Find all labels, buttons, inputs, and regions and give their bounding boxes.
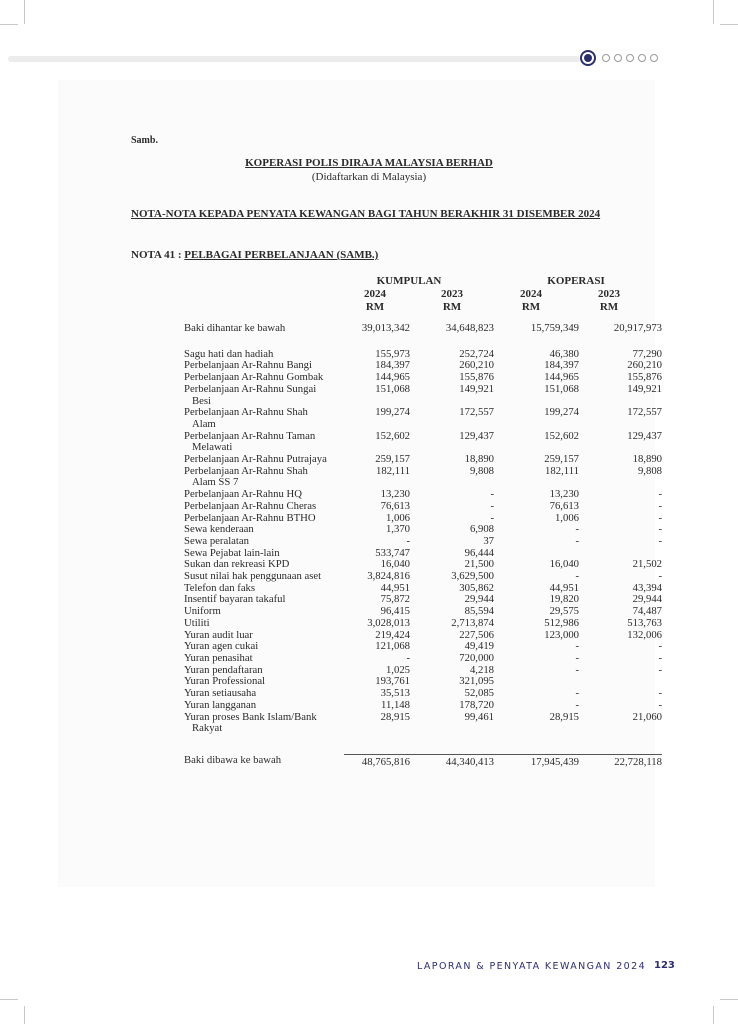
row-label-text: Yuran pendaftaran — [184, 663, 263, 676]
amount-cell: - — [658, 523, 662, 536]
amount-cell: 96,444 — [464, 546, 494, 559]
page-dot[interactable] — [626, 54, 634, 62]
amount-cell: 29,944 — [464, 593, 494, 606]
amount-cell: - — [490, 511, 494, 524]
amount-cell: 96,415 — [380, 605, 410, 618]
amount-cell: 1,370 — [385, 523, 410, 536]
year-header: 2024 — [520, 288, 542, 300]
group-header-koperasi: KOPERASI — [547, 275, 605, 287]
row-label-text: Perbelanjaan Ar-Rahnu HQ — [184, 488, 302, 501]
table-row — [184, 407, 662, 430]
amount-cell: 21,060 — [632, 710, 662, 723]
amount-cell: 3,028,013 — [367, 616, 410, 629]
year-header: 2024 — [364, 288, 386, 300]
amount-cell: 85,594 — [464, 605, 494, 618]
amount-cell: - — [575, 651, 579, 664]
amount-cell: 259,157 — [544, 453, 579, 466]
row-label-text: Yuran langganan — [184, 698, 257, 711]
table-row — [184, 618, 662, 630]
amount-cell: 75,872 — [380, 593, 410, 606]
total-row — [184, 755, 662, 769]
amount-cell: 149,921 — [627, 382, 662, 395]
amount-cell: 155,973 — [375, 347, 410, 360]
amount-cell: 76,613 — [380, 499, 410, 512]
table-row — [184, 606, 662, 618]
amount-cell: 305,862 — [459, 581, 494, 594]
amount-cell: 3,629,500 — [451, 570, 494, 583]
amount-cell: 123,000 — [544, 628, 579, 641]
currency-header: RM — [521, 301, 541, 313]
note-heading — [131, 249, 378, 261]
continued-label: Samb. — [131, 135, 158, 146]
amount-cell: 3,824,816 — [367, 570, 410, 583]
amount-cell: 9,808 — [637, 464, 662, 477]
row-label-text: Baki dihantar ke bawah — [184, 322, 286, 334]
table-row — [184, 513, 662, 525]
amount-cell: - — [658, 640, 662, 653]
page-dot[interactable] — [614, 54, 622, 62]
amount-cell: 182,111 — [376, 464, 410, 477]
amount-cell: 199,274 — [375, 406, 410, 419]
expense-table — [184, 323, 662, 769]
row-label-text: Uniform — [184, 605, 221, 618]
amount-cell: - — [575, 698, 579, 711]
amount-cell: 9,808 — [469, 464, 494, 477]
table-row — [184, 431, 662, 454]
amount-cell: 28,915 — [549, 710, 579, 723]
amount-cell: 29,944 — [632, 593, 662, 606]
amount-cell: 184,397 — [544, 359, 579, 372]
amount-cell: - — [575, 640, 579, 653]
row-label-text: Perbelanjaan Ar-Rahnu Bangi — [184, 359, 312, 372]
amount-cell: - — [658, 687, 662, 700]
amount-cell: 21,500 — [464, 558, 494, 571]
row-label-continuation: Melawati — [192, 441, 233, 454]
amount-cell: - — [575, 534, 579, 547]
amount-cell: 193,761 — [375, 675, 410, 688]
amount-cell: 37 — [483, 534, 494, 547]
row-label-continuation: Rakyat — [192, 722, 223, 735]
amount-cell: 152,602 — [375, 429, 410, 442]
table-row — [184, 641, 662, 653]
crop-mark — [720, 24, 738, 25]
row-label-text: Perbelanjaan Ar-Rahnu Taman — [184, 429, 316, 442]
amount-cell: - — [658, 663, 662, 676]
amount-cell: 44,951 — [549, 581, 579, 594]
row-label-text: Sewa Pejabat lain-lain — [184, 546, 280, 559]
amount-cell: 533,747 — [375, 546, 410, 559]
row-label — [184, 407, 344, 430]
amount-cell: 48,765,816 — [344, 755, 410, 769]
amount-cell: - — [575, 663, 579, 676]
row-label-text: Yuran proses Bank Islam/Bank — [184, 710, 317, 723]
notes-title: NOTA-NOTA KEPADA PENYATA KEWANGAN BAGI TAHUN BERAKHIR 31 DISEMBER 2024 — [131, 208, 601, 220]
row-label-text: Yuran setiausaha — [184, 687, 257, 700]
amount-cell: 184,397 — [375, 359, 410, 372]
amount-cell: 720,000 — [459, 651, 494, 664]
amount-cell: - — [406, 534, 410, 547]
amount-cell: 1,006 — [554, 511, 579, 524]
amount-cell: - — [406, 651, 410, 664]
amount-cell: 21,502 — [632, 558, 662, 571]
amount-cell: 219,424 — [375, 628, 410, 641]
row-label-text: Perbelanjaan Ar-Rahnu Gombak — [184, 371, 324, 384]
spacer-row — [184, 735, 662, 755]
amount-cell: 1,006 — [385, 511, 410, 524]
amount-cell: 52,085 — [464, 687, 494, 700]
amount-cell: 16,040 — [380, 558, 410, 571]
crop-mark — [24, 1006, 25, 1024]
row-label — [184, 384, 344, 407]
page-indicator — [580, 50, 658, 66]
amount-cell: 144,965 — [375, 371, 410, 384]
amount-cell: 13,230 — [380, 488, 410, 501]
row-label — [184, 431, 344, 454]
amount-cell: 4,218 — [469, 663, 494, 676]
row-label-text: Perbelanjaan Ar-Rahnu Cheras — [184, 499, 317, 512]
amount-cell: 49,419 — [464, 640, 494, 653]
row-label-text: Perbelanjaan Ar-Rahnu Shah — [184, 406, 308, 419]
amount-cell: 155,876 — [627, 371, 662, 384]
amount-cell: - — [575, 523, 579, 536]
amount-cell: 151,068 — [544, 382, 579, 395]
organization-name — [0, 157, 738, 169]
amount-cell: 18,890 — [632, 453, 662, 466]
amount-cell: - — [575, 570, 579, 583]
row-label-text: Sewa peralatan — [184, 534, 249, 547]
crop-mark — [0, 999, 18, 1000]
row-label — [184, 323, 344, 335]
page-dot[interactable] — [650, 54, 658, 62]
amount-cell: 321,095 — [459, 675, 494, 688]
amount-cell: - — [490, 499, 494, 512]
amount-cell: 18,890 — [464, 453, 494, 466]
amount-cell — [579, 676, 662, 688]
amount-cell: 199,274 — [544, 406, 579, 419]
amount-cell: 513,763 — [627, 616, 662, 629]
row-label-text: Insentif bayaran takaful — [184, 593, 286, 606]
amount-cell: 16,040 — [549, 558, 579, 571]
crop-mark — [720, 999, 738, 1000]
amount-cell: 35,513 — [380, 687, 410, 700]
amount-cell: - — [490, 488, 494, 501]
row-label — [184, 712, 344, 735]
amount-cell: 260,210 — [459, 359, 494, 372]
row-label-text: Sewa kenderaan — [184, 523, 254, 536]
amount-cell: - — [658, 534, 662, 547]
row-label-text: Yuran audit luar — [184, 628, 253, 641]
row-label-continuation: Alam SS 7 — [192, 476, 239, 489]
footer-report-title: LAPORAN & PENYATA KEWANGAN 2024 — [417, 961, 647, 972]
amount-cell: 39,013,342 — [361, 322, 410, 334]
year-header: 2023 — [441, 288, 463, 300]
row-label-text: Yuran penasihat — [184, 651, 253, 664]
amount-cell: 155,876 — [459, 371, 494, 384]
amount-cell: 17,945,439 — [494, 755, 579, 769]
amount-cell: - — [575, 687, 579, 700]
amount-cell: 28,915 — [380, 710, 410, 723]
amount-cell: 99,461 — [464, 710, 494, 723]
amount-cell: 29,575 — [549, 605, 579, 618]
amount-cell — [494, 676, 579, 688]
amount-cell: 182,111 — [545, 464, 579, 477]
currency-header: RM — [442, 301, 462, 313]
amount-cell: 2,713,874 — [451, 616, 494, 629]
row-label-continuation: Besi — [192, 394, 212, 407]
amount-cell: - — [658, 511, 662, 524]
amount-cell: 44,951 — [380, 581, 410, 594]
crop-mark — [0, 24, 18, 25]
amount-cell: - — [658, 651, 662, 664]
amount-cell: 22,728,118 — [579, 755, 662, 769]
amount-cell: 144,965 — [544, 371, 579, 384]
table-row — [184, 384, 662, 407]
crop-mark — [24, 0, 25, 24]
table-row — [184, 524, 662, 536]
page-dot[interactable] — [602, 54, 610, 62]
note-number: NOTA 41 : — [131, 249, 185, 261]
row-label-text: Utiliti — [184, 616, 210, 629]
amount-cell: 178,720 — [459, 698, 494, 711]
row-label-text: Perbelanjaan Ar-Rahnu Sungai — [184, 382, 317, 395]
row-label — [184, 466, 344, 489]
opening-balance-row — [184, 323, 662, 335]
amount-cell: 76,613 — [549, 499, 579, 512]
row-label-text: Perbelanjaan Ar-Rahnu Putrajaya — [184, 453, 327, 466]
amount-cell: - — [658, 499, 662, 512]
amount-cell: 129,437 — [627, 429, 662, 442]
row-label-text: Perbelanjaan Ar-Rahnu BTHO — [184, 511, 316, 524]
page-dot[interactable] — [638, 54, 646, 62]
amount-cell: 260,210 — [627, 359, 662, 372]
row-label-text: Yuran agen cukai — [184, 640, 259, 653]
note-title: PELBAGAI PERBELANJAAN (SAMB.) — [184, 249, 379, 261]
amount-cell: 259,157 — [375, 453, 410, 466]
amount-cell: 121,068 — [375, 640, 410, 653]
organization-name-text: KOPERASI POLIS DIRAJA MALAYSIA BERHAD — [245, 157, 493, 169]
row-label — [184, 755, 344, 769]
amount-cell: 132,006 — [627, 628, 662, 641]
amount-cell: 151,068 — [375, 382, 410, 395]
crop-mark — [713, 0, 714, 24]
amount-cell: 74,487 — [632, 605, 662, 618]
amount-cell: 11,148 — [381, 698, 410, 711]
amount-cell: 172,557 — [627, 406, 662, 419]
year-header: 2023 — [598, 288, 620, 300]
page-dot-active[interactable] — [580, 50, 596, 66]
amount-cell: 512,986 — [544, 616, 579, 629]
currency-header: RM — [599, 301, 619, 313]
amount-cell: 1,025 — [385, 663, 410, 676]
spacer-row — [184, 335, 662, 349]
amount-cell: 13,230 — [549, 488, 579, 501]
row-label-text: Susut nilai hak penggunaan aset — [184, 570, 322, 583]
table-row — [184, 571, 662, 583]
amount-cell: - — [658, 698, 662, 711]
crop-mark — [713, 1006, 714, 1024]
group-header-kumpulan: KUMPULAN — [376, 275, 442, 287]
amount-cell: 20,917,973 — [613, 322, 662, 334]
row-label-text: Baki dibawa ke bawah — [184, 753, 282, 766]
row-label-text: Sagu hati dan hadiah — [184, 347, 274, 360]
amount-cell: 172,557 — [459, 406, 494, 419]
amount-cell: 152,602 — [544, 429, 579, 442]
amount-cell: 44,340,413 — [410, 755, 494, 769]
row-label-text: Perbelanjaan Ar-Rahnu Shah — [184, 464, 308, 477]
row-label-text: Sukan dan rekreasi KPD — [184, 558, 290, 571]
amount-cell: - — [658, 570, 662, 583]
amount-cell: - — [658, 488, 662, 501]
amount-cell: 46,380 — [549, 347, 579, 360]
amount-cell: 149,921 — [459, 382, 494, 395]
page-progress-bar[interactable] — [8, 56, 580, 62]
amount-cell: 77,290 — [632, 347, 662, 360]
amount-cell: 252,724 — [459, 347, 494, 360]
row-label-text: Yuran Professional — [184, 675, 266, 688]
amount-cell: 43,394 — [632, 581, 662, 594]
registration-note: (Didaftarkan di Malaysia) — [311, 171, 427, 183]
currency-header: RM — [365, 301, 385, 313]
table-row — [184, 712, 662, 735]
amount-cell: 19,820 — [549, 593, 579, 606]
amount-cell: 129,437 — [459, 429, 494, 442]
row-label-text: Telefon dan faks — [184, 581, 256, 594]
page-number: 123 — [654, 960, 675, 971]
table-row — [184, 594, 662, 606]
row-label-continuation: Alam — [192, 417, 216, 430]
amount-cell: 227,506 — [459, 628, 494, 641]
amount-cell: 34,648,823 — [445, 322, 494, 334]
table-row — [184, 466, 662, 489]
amount-cell: 6,908 — [469, 523, 494, 536]
amount-cell: 15,759,349 — [530, 322, 579, 334]
